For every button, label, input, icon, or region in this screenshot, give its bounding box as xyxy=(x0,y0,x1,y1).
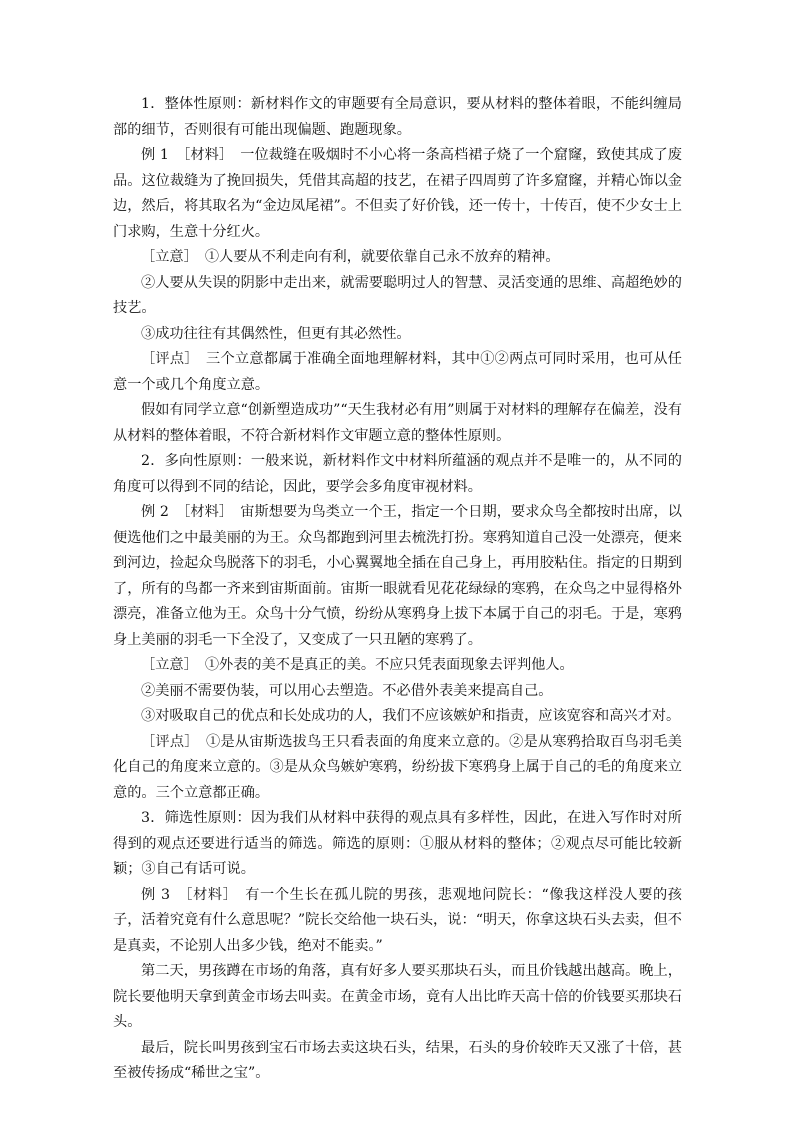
example-3-continued-2: 最后，院长叫男孩到宝石市场去卖这块石头，结果，石头的身价较昨天又涨了十倍，甚至被传扬成“稀世之宝”。 xyxy=(113,1039,682,1081)
example-1-material: 例 1 ［材料］ 一位裁缝在吸烟时不小心将一条高档裙子烧了一个窟窿，致使其成了废品。这位裁缝为了挽回损失，凭借其高超的技艺，在裙子四周剪了许多窟窿，并精心饰以金边，然后，将其取名为“金边凤尾裙”。不但卖了好价钱，还一传十，十传百，使不少女士上门求购，生意十分红火。 xyxy=(113,147,682,240)
example-3-continued-1: 第二天，男孩蹲在市场的角落，真有好多人要买那块石头，而且价钱越出越高。晚上，院长要他明天拿到黄金市场去叫卖。在黄金市场，竟有人出比昨天高十倍的价钱要买那块石头。 xyxy=(113,963,682,1030)
example-2-comment: ［评点］ ①是从宙斯选拔鸟王只看表面的角度来立意的。②是从寒鸦拾取百鸟羽毛美化自己的角度来立意的。③是从众鸟嫉妒寒鸦，纷纷拔下寒鸦身上属于自己的毛的角度来立意的。三个立意都正确。 xyxy=(113,733,682,801)
example-2-material: 例 2 ［材料］ 宙斯想要为鸟类立一个王，指定一个日期，要求众鸟全都按时出席，以便选他们之中最美丽的为王。众鸟都跑到河里去梳洗打扮。寒鸦知道自己没一处漂亮，便来到河边，捡起众鸟脱落下的羽毛，小心翼翼地全插在自己身上，再用胶粘住。指定的日期到了，所有的鸟都一齐来到宙斯面前。宙斯一眼就看见花花绿绿的寒鸦，在众鸟之中显得格外漂亮，准备立他为王。众鸟十分气愤，纷纷从寒鸦身上拔下本属于自己的羽毛。于是，寒鸦身上美丽的羽毛一下全没了，又变成了一只丑陋的寒鸦了。 xyxy=(113,504,682,648)
example-1-idea-3: ③成功往往有其偶然性，但更有其必然性。 xyxy=(141,325,411,342)
example-2-idea-3: ③对吸取自己的优点和长处成功的人，我们不应该嫉妒和指责，应该宽容和高兴才对。 xyxy=(141,708,681,724)
example-1-note: 假如有同学立意“创新塑造成功”“天生我材必有用”则属于对材料的理解存在偏差，没有从材料的整体着眼，不符合新材料作文审题立意的整体性原则。 xyxy=(113,402,682,444)
example-2-idea-1: ［立意］ ①外表的美不是真正的美。不应只凭表面现象去评判他人。 xyxy=(141,657,574,673)
example-1-idea-1: ［立意］ ①人要从不利走向有利，就要依靠自己永不放弃的精神。 xyxy=(141,249,560,265)
example-1-comment: ［评点］ 三个立意都属于准确全面地理解材料，其中①②两点可同时采用，也可从任意一个或几个角度立意。 xyxy=(113,351,682,393)
principle-1-heading: 1．整体性原则：新材料作文的审题要有全局意识，要从材料的整体着眼，不能纠缠局部的细节，否则很有可能出现偏题、跑题现象。 xyxy=(113,96,682,138)
example-1-idea-2: ②人要从失误的阴影中走出来，就需要聪明过人的智慧、灵活变通的思维、高超绝妙的技艺。 xyxy=(113,274,682,316)
example-3-material: 例 3 ［材料］ 有一个生长在孤儿院的男孩，悲观地问院长：“像我这样没人要的孩子，活着究竟有什么意思呢？”院长交给他一块石头，说：“明天，你拿这块石头去卖，但不是真卖，不论别人出多少钱，绝对不能卖。” xyxy=(113,886,682,954)
principle-3-heading: 3．筛选性原则：因为我们从材料中获得的观点具有多样性，因此，在进入写作时对所得到的观点还要进行适当的筛选。筛选的原则：①服从材料的整体；②观点尽可能比较新颖；③自己有话可说。 xyxy=(113,810,682,877)
example-2-idea-2: ②美丽不需要伪装，可以用心去塑造。不必借外表美来提高自己。 xyxy=(141,682,553,699)
principle-2-heading: 2．多向性原则：一般来说，新材料作文中材料所蕴涵的观点并不是唯一的，从不同的角度可以得到不同的结论，因此，要学会多角度审视材料。 xyxy=(113,453,682,495)
document-body xyxy=(113,92,682,1087)
